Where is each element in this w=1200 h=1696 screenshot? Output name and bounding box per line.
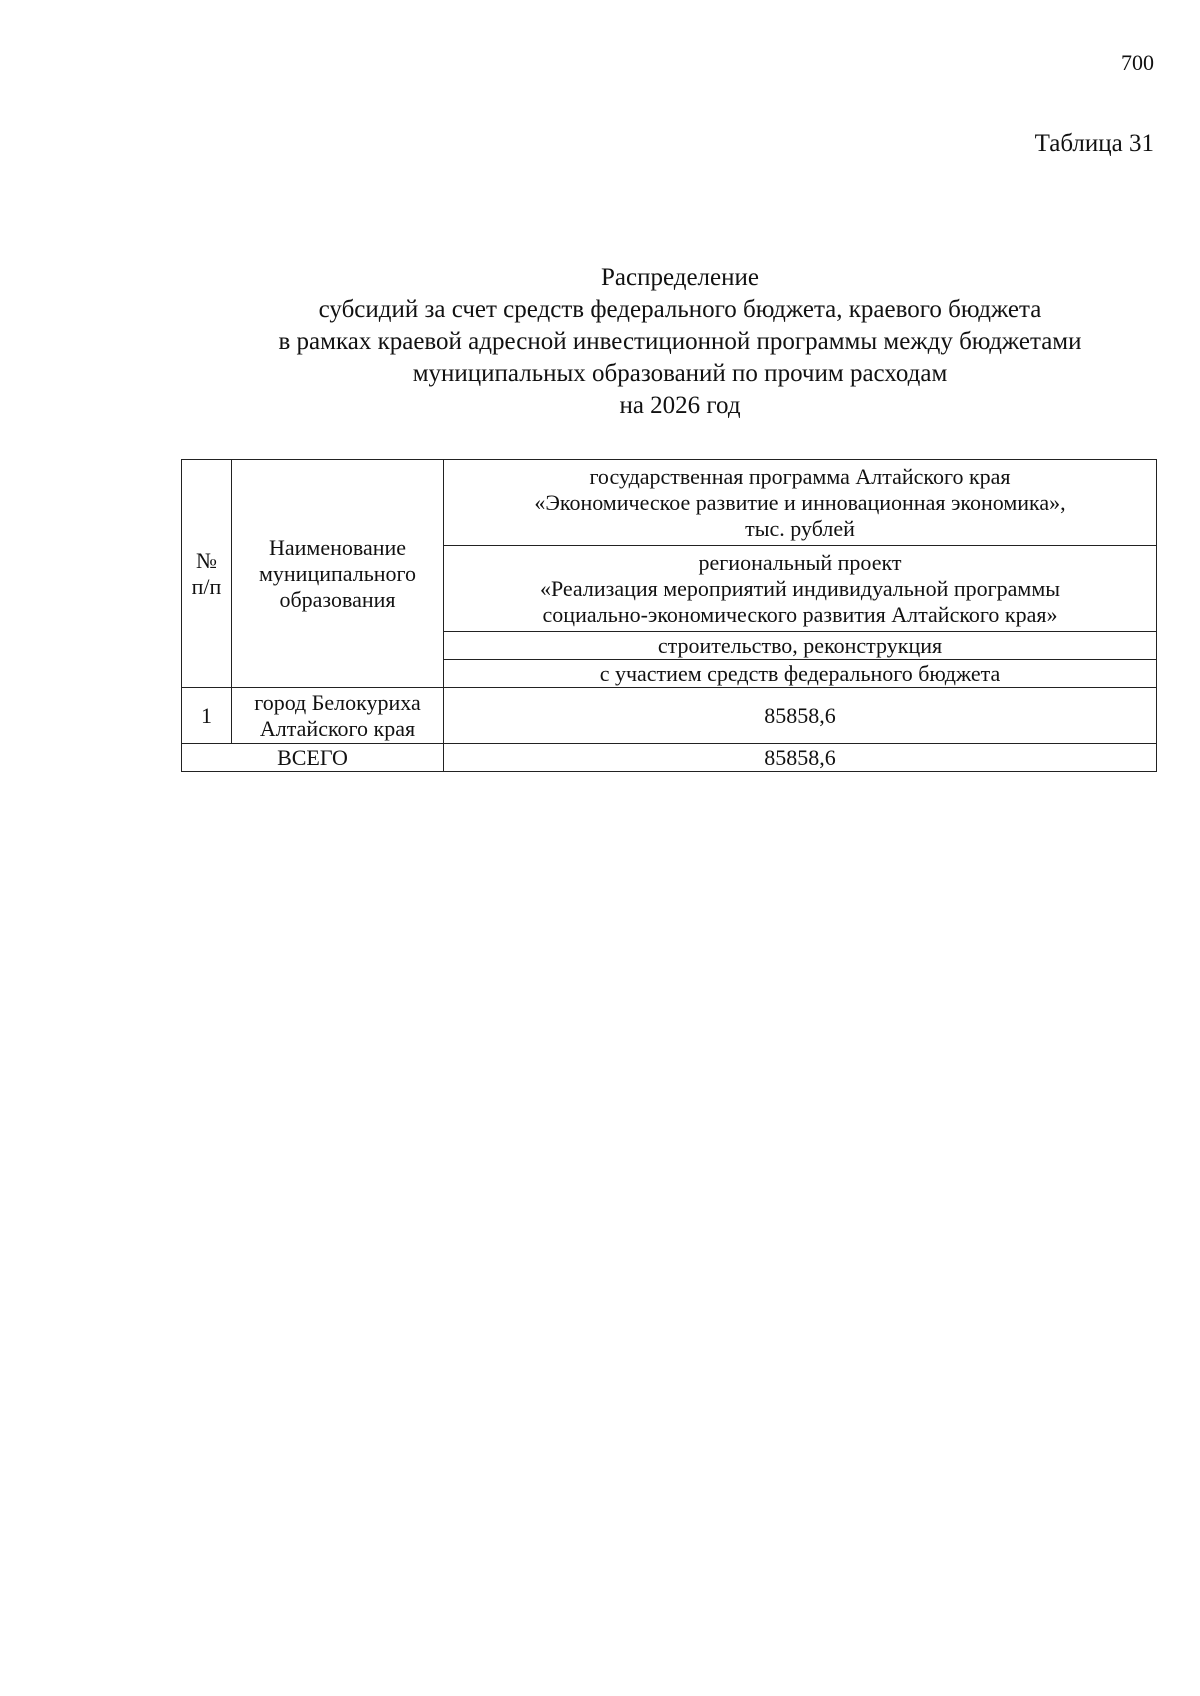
header-name-line: образования: [279, 586, 396, 612]
header-federal-funds: с участием средств федерального бюджета: [444, 660, 1157, 688]
header-municipality-name: [232, 460, 444, 688]
row-municipality: [232, 688, 444, 744]
row-number: 1: [182, 688, 232, 744]
header-program-line: тыс. рублей: [745, 515, 855, 541]
header-program-line: «Экономическое развитие и инновационная экономика»,: [534, 489, 1066, 515]
row-municipality-line: город Белокуриха: [254, 689, 421, 715]
header-name-line: Наименование: [268, 534, 407, 560]
header-project-line: «Реализация мероприятий индивидуальной программы: [539, 575, 1061, 601]
header-number-line: №: [196, 547, 217, 573]
header-number: [182, 460, 232, 688]
title-line: в рамках краевой адресной инвестиционной программы между бюджетами: [278, 328, 1082, 355]
title-line: муниципальных образований по прочим расходам: [412, 360, 948, 387]
document-title: [180, 262, 1180, 422]
header-construction: строительство, реконструкция: [444, 632, 1157, 660]
header-regional-project: [444, 546, 1157, 632]
header-name-line: муниципального: [258, 560, 416, 586]
table-label: Таблица 31: [1034, 130, 1154, 157]
header-number-line: п/п: [191, 573, 222, 599]
row-value: 85858,6: [444, 688, 1157, 744]
title-line: на 2026 год: [619, 392, 741, 419]
total-label: ВСЕГО: [182, 744, 444, 772]
header-project-line: региональный проект: [698, 549, 902, 575]
distribution-table: [181, 459, 1157, 772]
title-line: Распределение: [601, 264, 759, 291]
page-number: 700: [1121, 50, 1154, 75]
title-line: субсидий за счет средств федерального бюджета, краевого бюджета: [318, 296, 1042, 323]
table-row: [182, 688, 1157, 744]
table-total-row: [182, 744, 1157, 772]
row-municipality-line: Алтайского края: [259, 715, 416, 741]
header-program-line: государственная программа Алтайского края: [589, 463, 1011, 489]
table-header-row: [182, 460, 1157, 546]
total-value: 85858,6: [444, 744, 1157, 772]
header-project-line: социально-экономического развития Алтайского края»: [542, 601, 1058, 627]
header-state-program: [444, 460, 1157, 546]
